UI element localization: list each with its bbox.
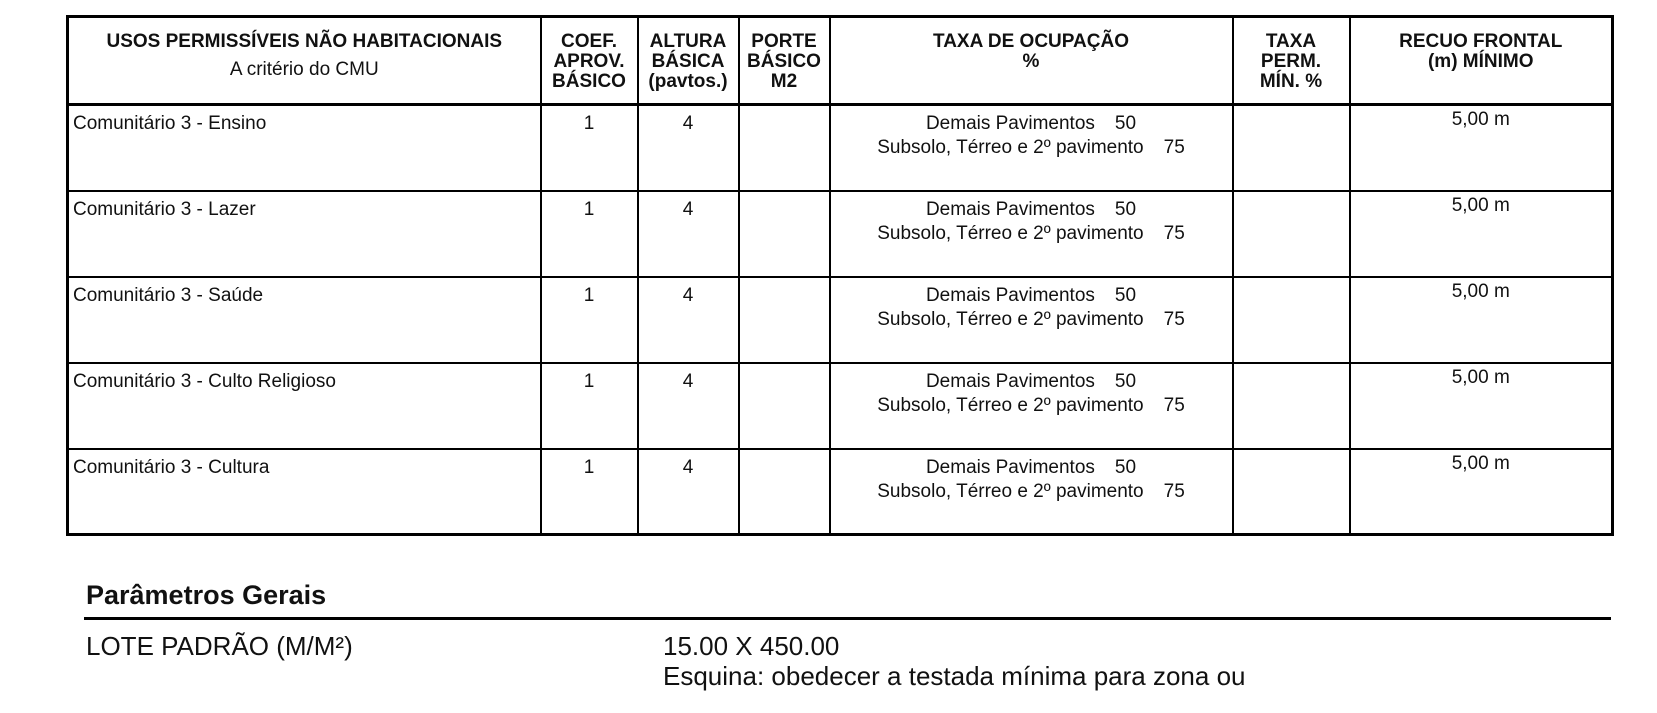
header-recuo-line-2: (m) MÍNIMO <box>1427 51 1534 72</box>
header-taxa-perm-line-3: MÍN. % <box>1259 71 1323 92</box>
taxa-demais-label: Demais Pavimentos <box>925 198 1095 220</box>
taxa-subsolo-line <box>831 308 1232 332</box>
cell-taxa-perm <box>1233 277 1350 363</box>
param-value-line-2: Esquina: obedecer a testada mínima para zona ou <box>663 661 1246 691</box>
cell-uso: Comunitário 3 - Lazer <box>68 191 541 277</box>
header-altura-line-3: (pavtos.) <box>648 71 728 92</box>
cell-uso: Comunitário 3 - Cultura <box>68 449 541 535</box>
table-row <box>68 277 1613 363</box>
cell-taxa-ocupacao <box>830 105 1233 191</box>
taxa-demais-value: 50 <box>1114 370 1137 392</box>
taxa-demais-label: Demais Pavimentos <box>925 284 1095 306</box>
param-value-line-1: 15.00 X 450.00 <box>663 631 840 661</box>
cell-taxa-perm <box>1233 105 1350 191</box>
param-value-lote-padrao <box>663 631 1246 691</box>
cell-coef: 1 <box>541 449 638 535</box>
cell-porte <box>739 105 830 191</box>
taxa-subsolo-line <box>831 136 1232 160</box>
header-taxa-perm-line-2: PERM. <box>1260 51 1322 72</box>
cell-coef: 1 <box>541 191 638 277</box>
taxa-subsolo-label: Subsolo, Térreo e 2º pavimento <box>877 137 1144 158</box>
taxa-demais-value: 50 <box>1114 113 1137 134</box>
header-taxa-perm-line-1: TAXA <box>1265 31 1317 52</box>
cell-uso: Comunitário 3 - Culto Religioso <box>68 363 541 449</box>
taxa-demais-line <box>831 456 1232 480</box>
taxa-demais-value: 50 <box>1114 198 1137 220</box>
header-porte-line-2: BÁSICO <box>747 51 821 72</box>
taxa-demais-line <box>831 112 1232 136</box>
taxa-subsolo-line <box>831 480 1232 504</box>
taxa-subsolo-value: 75 <box>1163 308 1185 330</box>
taxa-subsolo-line <box>831 394 1232 418</box>
cell-altura: 4 <box>638 449 739 535</box>
taxa-demais-value: 50 <box>1114 456 1137 478</box>
taxa-subsolo-value: 75 <box>1163 394 1185 416</box>
cell-taxa-perm <box>1233 449 1350 535</box>
cell-altura: 4 <box>638 363 739 449</box>
cell-taxa-ocupacao <box>830 191 1233 277</box>
header-porte-line-3: M2 <box>770 71 798 92</box>
taxa-demais-label: Demais Pavimentos <box>925 370 1095 392</box>
taxa-subsolo-label: Subsolo, Térreo e 2º pavimento <box>877 308 1144 330</box>
cell-porte <box>739 363 830 449</box>
cell-altura: 4 <box>638 277 739 363</box>
cell-porte <box>739 191 830 277</box>
table-row <box>68 449 1613 535</box>
taxa-subsolo-value: 75 <box>1163 480 1185 502</box>
header-altura <box>638 17 739 105</box>
taxa-demais-label: Demais Pavimentos <box>925 113 1095 134</box>
cell-uso: Comunitário 3 - Ensino <box>68 105 541 191</box>
cell-porte <box>739 277 830 363</box>
header-taxa-ocupacao-line-2: % <box>1022 51 1040 72</box>
cell-porte <box>739 449 830 535</box>
header-usos-subtitle: A critério do CMU <box>229 59 379 80</box>
cell-recuo: 5,00 m <box>1350 277 1613 363</box>
header-usos-title: USOS PERMISSÍVEIS NÃO HABITACIONAIS <box>106 31 503 52</box>
cell-recuo: 5,00 m <box>1350 105 1613 191</box>
header-taxa-ocupacao <box>830 17 1233 105</box>
header-coef-line-2: APROV. <box>553 51 625 72</box>
header-usos <box>68 17 541 105</box>
table-row <box>68 363 1613 449</box>
taxa-subsolo-label: Subsolo, Térreo e 2º pavimento <box>877 394 1144 416</box>
cell-coef: 1 <box>541 363 638 449</box>
param-label-lote-padrao: LOTE PADRÃO (M/M²) <box>86 631 353 661</box>
cell-taxa-perm <box>1233 191 1350 277</box>
cell-taxa-ocupacao <box>830 363 1233 449</box>
cell-taxa-ocupacao <box>830 449 1233 535</box>
table-header-row <box>68 17 1613 105</box>
table-row <box>68 191 1613 277</box>
taxa-demais-line <box>831 198 1232 222</box>
taxa-subsolo-value: 75 <box>1163 137 1185 158</box>
taxa-demais-line <box>831 370 1232 394</box>
taxa-demais-label: Demais Pavimentos <box>925 456 1095 478</box>
cell-coef: 1 <box>541 277 638 363</box>
header-recuo <box>1350 17 1613 105</box>
cell-uso: Comunitário 3 - Saúde <box>68 277 541 363</box>
cell-recuo: 5,00 m <box>1350 363 1613 449</box>
section-title-parametros-gerais: Parâmetros Gerais <box>86 580 327 610</box>
header-recuo-line-1: RECUO FRONTAL <box>1399 31 1563 52</box>
cell-recuo: 5,00 m <box>1350 449 1613 535</box>
taxa-subsolo-value: 75 <box>1163 222 1185 244</box>
taxa-demais-value: 50 <box>1114 284 1137 306</box>
header-coef-line-1: COEF. <box>561 31 617 52</box>
header-porte <box>739 17 830 105</box>
zoning-parameters-table <box>66 15 1614 536</box>
header-porte-line-1: PORTE <box>751 31 817 52</box>
header-coef <box>541 17 638 105</box>
taxa-demais-line <box>831 284 1232 308</box>
taxa-subsolo-label: Subsolo, Térreo e 2º pavimento <box>877 480 1144 502</box>
cell-altura: 4 <box>638 191 739 277</box>
header-altura-line-2: BÁSICA <box>651 51 725 72</box>
table-row <box>68 105 1613 191</box>
header-taxa-perm <box>1233 17 1350 105</box>
header-altura-line-1: ALTURA <box>649 31 727 52</box>
header-coef-line-3: BÁSICO <box>552 71 626 92</box>
taxa-subsolo-line <box>831 222 1232 246</box>
cell-coef: 1 <box>541 105 638 191</box>
taxa-subsolo-label: Subsolo, Térreo e 2º pavimento <box>877 222 1144 244</box>
section-divider <box>84 617 1611 620</box>
cell-taxa-perm <box>1233 363 1350 449</box>
cell-taxa-ocupacao <box>830 277 1233 363</box>
header-taxa-ocupacao-line-1: TAXA DE OCUPAÇÃO <box>933 31 1129 52</box>
cell-altura: 4 <box>638 105 739 191</box>
cell-recuo: 5,00 m <box>1350 191 1613 277</box>
